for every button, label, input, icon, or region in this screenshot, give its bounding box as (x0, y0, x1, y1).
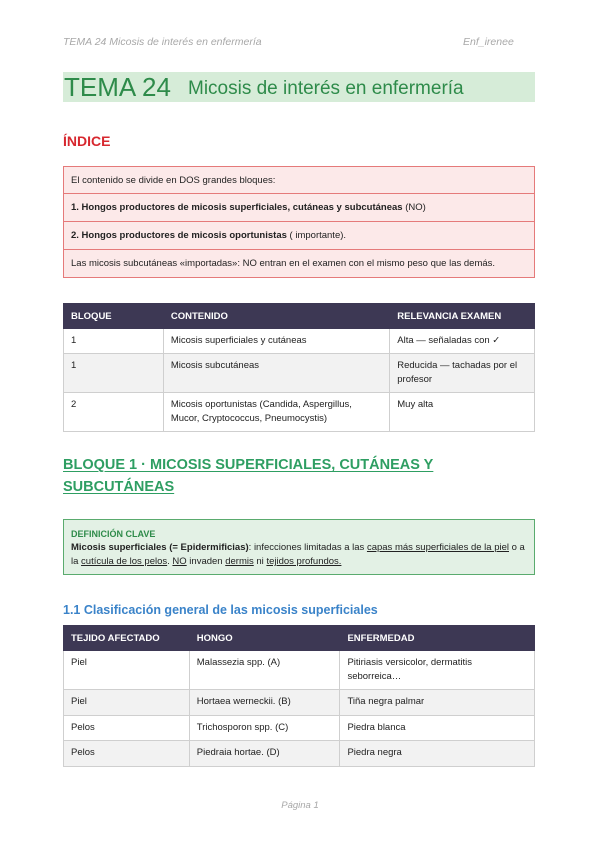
table-cell: Trichosporon spp. (C) (189, 716, 340, 741)
table-row (64, 393, 535, 432)
table-header-row (64, 626, 535, 651)
definicion-fragment: : infecciones limitadas a las (248, 542, 367, 553)
table-cell: Piedra negra (340, 741, 535, 767)
header-author: Enf_irenee (463, 36, 514, 48)
table-cell: Malassezia spp. (A) (189, 651, 340, 690)
definicion-fragment: ni (253, 556, 267, 567)
definicion-underline: cutícula de los pelos (81, 556, 168, 567)
table-row (64, 741, 535, 767)
definicion-underline: dermis (225, 556, 254, 567)
table-row (64, 690, 535, 716)
table-cell: Pelos (64, 716, 190, 741)
table-row (64, 329, 535, 354)
table-header-cell: TEJIDO AFECTADO (64, 626, 190, 651)
indice-heading: ÍNDICE (63, 133, 111, 149)
bloques-table (63, 303, 535, 432)
table-cell: Piel (64, 651, 190, 690)
indice-intro-text: El contenido se divide en DOS grandes bloques: (71, 174, 276, 186)
table-row (64, 716, 535, 741)
table-header-cell: HONGO (189, 626, 340, 651)
table-cell: Micosis oportunistas (Candida, Aspergillus, Mucor, Cryptococcus, Pneumocystis) (163, 393, 389, 432)
table-cell: Micosis superficiales y cutáneas (163, 329, 389, 354)
title-tema: TEMA 24 (64, 72, 171, 102)
table-header-cell: CONTENIDO (163, 304, 389, 329)
table-cell: Tiña negra palmar (340, 690, 535, 716)
definicion-fragment: . (167, 556, 173, 567)
table-header-row (64, 304, 535, 329)
indice-note-text: Las micosis subcutáneas «importadas»: NO entran en el examen con el mismo peso que las demás. (71, 258, 496, 269)
table-cell: 2 (64, 393, 164, 432)
bloque-1-heading: BLOQUE 1 · MICOSIS SUPERFICIALES, CUTÁNEAS Y SUBCUTÁNEAS (63, 457, 434, 495)
page-number: Página 1 (281, 800, 319, 811)
definicion-text (71, 541, 527, 569)
definicion-underline: capas más superficiales de la piel (366, 542, 509, 553)
indice-note (63, 249, 535, 278)
table-header-cell: RELEVANCIA EXAMEN (390, 304, 535, 329)
definicion-underline: tejidos profundos. (266, 556, 342, 567)
indice-item-1 (63, 193, 535, 222)
indice-item-2-rest: ( importante). (286, 230, 347, 241)
definicion-fragment: o a la (71, 542, 525, 567)
table-cell: Pitiriasis versicolor, dermatitis seborreica… (340, 651, 535, 690)
definicion-box (63, 519, 535, 575)
indice-item-1-rest: (NO) (402, 202, 426, 213)
header-doc-title: TEMA 24 Micosis de interés en enfermería (63, 36, 262, 48)
table-cell: Piel (64, 690, 190, 716)
table-cell: Alta — señaladas con ✓ (390, 329, 535, 354)
definicion-term: Micosis superficiales (= Epidermificias) (71, 542, 249, 553)
table-cell: Pelos (64, 741, 190, 767)
clasificacion-heading: 1.1 Clasificación general de las micosis superficiales (63, 603, 378, 617)
page-title (63, 72, 535, 102)
table-row (64, 651, 535, 690)
table-cell: 1 (64, 354, 164, 393)
definicion-fragment: invaden (186, 556, 226, 567)
table-row (64, 354, 535, 393)
running-header (63, 36, 518, 48)
title-subtitle: Micosis de interés en enfermería (188, 78, 464, 99)
table-cell: Muy alta (390, 393, 535, 432)
clasificacion-table (63, 625, 535, 767)
indice-intro (63, 166, 535, 194)
table-header-cell: BLOQUE (64, 304, 164, 329)
indice-item-2 (63, 221, 535, 250)
table-cell: Hortaea werneckii. (B) (189, 690, 340, 716)
table-cell: Micosis subcutáneas (163, 354, 389, 393)
table-cell: Reducida — tachadas por el profesor (390, 354, 535, 393)
definicion-label: DEFINICIÓN CLAVE (71, 529, 156, 539)
table-cell: Piedra blanca (340, 716, 535, 741)
table-header-cell: ENFERMEDAD (340, 626, 535, 651)
definicion-underline: NO (172, 556, 187, 567)
table-cell: 1 (64, 329, 164, 354)
table-cell: Piedraia hortae. (D) (189, 741, 340, 767)
indice-item-2-bold: 2. Hongos productores de micosis oportunistas (71, 230, 287, 241)
indice-item-1-bold: 1. Hongos productores de micosis superficiales, cutáneas y subcutáneas (71, 202, 403, 213)
